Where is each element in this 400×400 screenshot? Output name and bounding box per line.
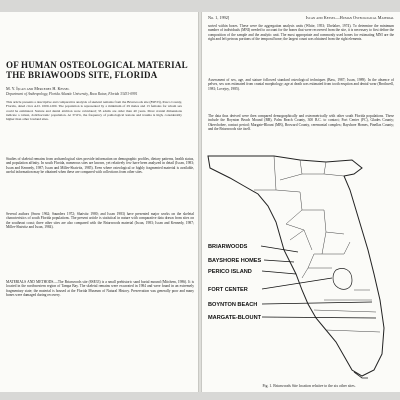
running-head — [208, 15, 394, 20]
left-page — [0, 12, 198, 392]
affiliation: Department of Anthropology, Florida Atlantic University, Boca Raton, Florida 33431-0991 — [6, 92, 138, 96]
body-paragraph: MATERIALS AND METHODS.—The Briarwoods site (8SE33) is a small prehistoric sand burial mound (Mitchem, 1986). It is located in the northwestern region of Tampa Bay. The skeletal remains were excavated in 1984 and were found in an extremely fragmentary state; the material is housed at the Florida Museum of Natural History. Preservation was generally poor and many bones were damaged during recovery. — [6, 280, 194, 298]
site-label-bayshore-homes: BAYSHORE HOMES — [208, 258, 262, 264]
site-label-margate-blount: MARGATE-BLOUNT — [208, 315, 262, 321]
body-paragraph: The data thus derived were then compared demographically and osteometrically with other south Florida populations. These include the Boynton Beach Mound (BB), Palm Beach County, 300 B.C. to contact; Fort Center (FC), Glades County; Okeechobee, contact period; Margate-Blount (MB), Broward County, ceremonial complex; Bayshore Homes, Pinellas County; and the Briarwoods site itself. — [208, 114, 394, 132]
site-label-boynton-beach: BOYNTON BEACH — [208, 302, 258, 308]
body-paragraph: Several authors (Snow 1962; Saunders 1972; Shaivitz 1980; and Iscan 1983) have presented major works on the skeletal characteristics of south Florida populations. The present article is statistical in nature with comparative data drawn from sites on the southeast coast; three other sites are also compared with the Briarwoods material (Iscan, 1983; Iscan and Kennedy, 1987; Miller-Shaivitz and Iscan, 1984). — [6, 212, 194, 230]
running-head-title: Iscan and Kessel—Human Osteological Material — [305, 15, 394, 20]
site-label-briarwoods: BRIARWOODS — [208, 244, 248, 250]
right-page — [202, 12, 400, 392]
site-label-perico-island: PERICO ISLAND — [208, 269, 252, 275]
florida-outline — [208, 156, 384, 376]
authors: M. Y. İşcan and Mercedes H. Kessel — [6, 86, 70, 91]
figure-caption: Fig. 1. Briarwoods Site location relative to the six other sites. — [262, 384, 356, 388]
lake-okeechobee — [333, 268, 352, 289]
site-label-fort-center: FORT CENTER — [208, 287, 248, 293]
florida-site-map — [204, 150, 398, 380]
body-paragraph: Studies of skeletal remains from archaeological sites provide information on demographic profiles, dietary patterns, health status, and population affinity. In south Florida, numerous sites are known, yet relatively few have been analyzed in detail (Iscan, 1983; Iscan and Kennedy, 1987; Iscan and Miller-Shaivitz, 1985). Even where osteological or highly fragmented material is available, useful information may be obtained when these are compared with collections from other sites. — [6, 157, 194, 175]
abstract: This article presents a descriptive and comparative analysis of skeletal remains from the Briarwoods site (8SE33), Pasco County, Florida, dated circa A.D. 1000-1200. The population is represented by a minimum of 29 males and 13 females for whom sex could be estimated. Stature and dental attrition were calculated; 33 adults are older than 40 years. Most cranial dimensions indicate a robust, dolichocranic population. At 37.6%, the frequency of pathological lesions and trauma is high, considerably higher than other lowland sites. — [6, 100, 182, 122]
body-paragraph: sorted within boxes. These were the aggregation analysis units (White, 1953; Ubelaker, 1974). To determine the minimum number of individuals (MNI) needed to account for the bones that were recovered from the site, it is necessary to first define the composition of the sample and the analytic unit. The most appropriate and commonly used bones for estimating MNI are the right and left petrous portions of the temporal bone; the largest count was obtained from the right elements. — [208, 24, 394, 42]
body-paragraph: Assessment of sex, age, and stature followed standard osteological techniques (Bass, 1987; Iscan, 1989). In the absence of pelves, sex was estimated from cranial morphology; age at death was estimated from tooth eruption and dental wear (Brothwell, 1981; Lovejoy, 1985). — [208, 78, 394, 91]
article-title: OF HUMAN OSTEOLOGICAL MATERIAL THE BRIAWOODS SITE, FLORIDA — [6, 60, 188, 80]
running-head-issue: No. 1, 1992] — [208, 15, 230, 20]
